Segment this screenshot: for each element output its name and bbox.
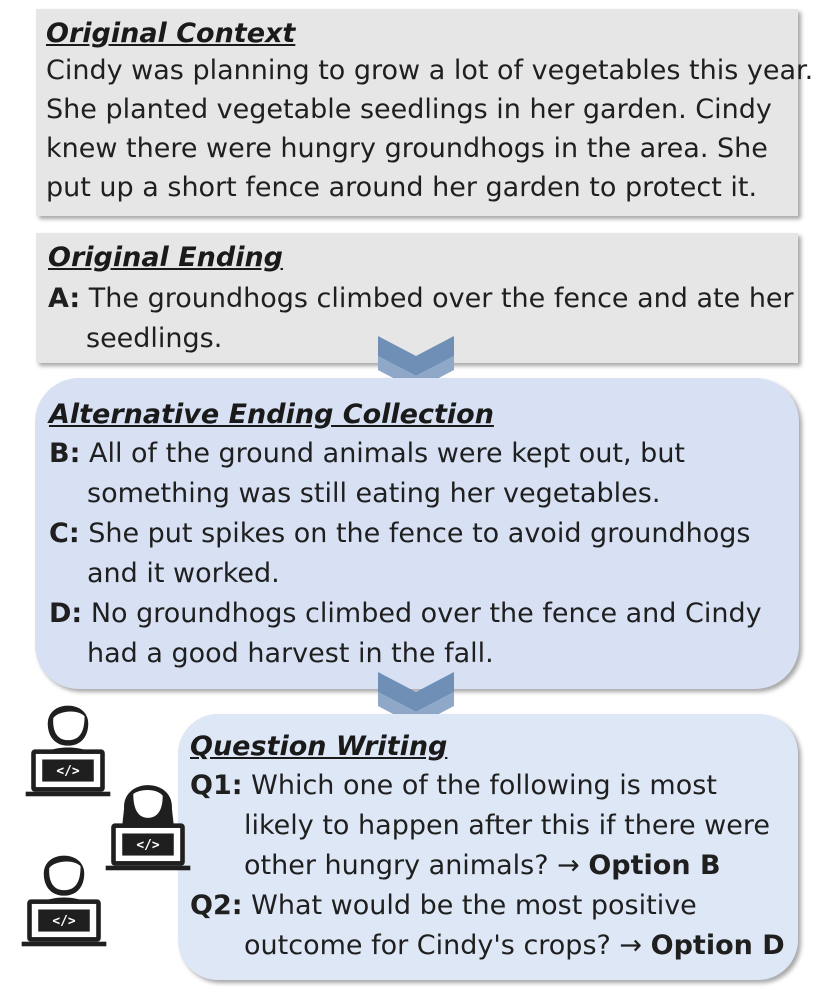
context-line-2: She planted vegetable seedlings in her garden. Cindy xyxy=(46,94,772,125)
question-label-q2: Q2: xyxy=(190,890,243,921)
alternative-ending-heading: Alternative Ending Collection xyxy=(49,399,494,430)
ending-c-line-2: and it worked. xyxy=(87,558,280,589)
q1-answer-option: Option B xyxy=(588,850,721,881)
option-label-d: D: xyxy=(49,598,83,629)
ending-option-b xyxy=(49,434,799,514)
ending-c-line-1: She put spikes on the fence to avoid groundhogs xyxy=(88,518,751,549)
q1-line-1: Which one of the following is most xyxy=(251,770,717,801)
alternative-ending-box xyxy=(35,378,799,689)
q2-line-1: What would be the most positive xyxy=(251,890,697,921)
question-writing-heading: Question Writing xyxy=(190,731,448,762)
context-line-4: put up a short fence around her garden to protect it. xyxy=(46,172,758,203)
programmer-icon xyxy=(22,686,114,798)
ending-b-line-2: something was still eating her vegetables. xyxy=(87,478,661,509)
context-line-3: knew there were hungry groundhogs in the area. She xyxy=(46,133,768,164)
q1-line-3: other hungry animals? → xyxy=(244,850,580,881)
context-line-1: Cindy was planning to grow a lot of vegetables this year. xyxy=(46,55,814,86)
option-label-c: C: xyxy=(49,518,80,549)
option-label-b: B: xyxy=(49,438,81,469)
question-writing-box xyxy=(178,714,798,980)
programmer-icon xyxy=(102,760,194,872)
programmer-icon xyxy=(18,836,110,948)
ending-d-line-1: No groundhogs climbed over the fence and Cindy xyxy=(90,598,762,629)
question-label-q1: Q1: xyxy=(190,770,243,801)
original-ending-heading: Original Ending xyxy=(48,242,283,273)
ending-a-line-1: The groundhogs climbed over the fence and ate her xyxy=(88,283,794,314)
q2-line-2: outcome for Cindy's crops? → xyxy=(244,930,643,961)
question-q2 xyxy=(190,886,798,966)
svg-text:</>: </> xyxy=(136,838,160,854)
ending-b-line-1: All of the ground animals were kept out, but xyxy=(88,438,686,469)
ending-option-d xyxy=(49,594,799,674)
ending-a-line-2: seedlings. xyxy=(86,323,223,354)
svg-text:</>: </> xyxy=(52,914,76,930)
q1-line-2: likely to happen after this if there were xyxy=(244,810,770,841)
q2-answer-option: Option D xyxy=(650,930,785,961)
option-label-a: A: xyxy=(48,283,81,314)
original-context-box xyxy=(36,9,814,216)
ending-d-line-2: had a good harvest in the fall. xyxy=(87,638,494,669)
svg-text:</>: </> xyxy=(56,764,80,780)
question-q1 xyxy=(190,766,798,886)
ending-option-c xyxy=(49,514,799,594)
original-context-heading: Original Context xyxy=(46,18,296,49)
